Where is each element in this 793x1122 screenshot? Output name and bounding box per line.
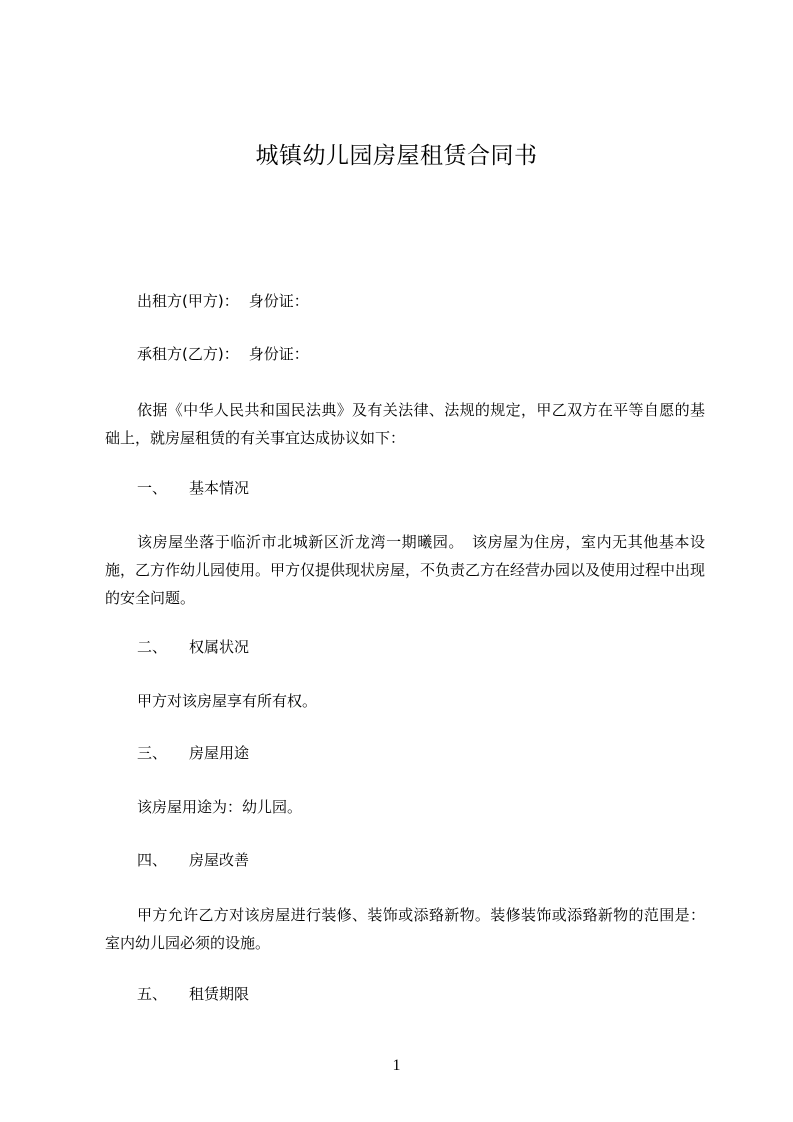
section-body-3: 该房屋用途为：幼儿园。 xyxy=(137,798,303,816)
section-title: 权属状况 xyxy=(189,638,250,656)
section-title: 房屋改善 xyxy=(189,851,250,869)
section-number: 二、 xyxy=(137,638,168,656)
document-title: 城镇幼儿园房屋租赁合同书 xyxy=(255,143,538,169)
section-number: 五、 xyxy=(137,985,168,1003)
section-number: 一、 xyxy=(137,479,168,497)
lessee-line xyxy=(137,344,309,364)
section-body-1: 该房屋坐落于临沂市北城新区沂龙湾一期曦园。 该房屋为住房，室内无其他基本设施，乙方作幼儿园使用。甲方仅提供现状房屋，不负责乙方在经营办园以及使用过程中出现的安全问题。 xyxy=(105,533,706,607)
page-number: 1 xyxy=(392,1057,401,1074)
lessee-id-label: 身份证： xyxy=(248,345,309,363)
section-number: 三、 xyxy=(137,744,168,762)
section-heading-3 xyxy=(137,743,249,763)
section-title: 房屋用途 xyxy=(189,744,250,762)
preamble-paragraph: 依据《中华人民共和国民法典》及有关法律、法规的规定，甲乙双方在平等自愿的基础上，就房屋租赁的有关事宜达成协议如下： xyxy=(105,401,705,447)
section-title: 基本情况 xyxy=(189,479,250,497)
lessor-line xyxy=(137,291,309,311)
section-body-2: 甲方对该房屋享有所有权。 xyxy=(137,692,318,710)
section-heading-5 xyxy=(137,984,249,1004)
lessor-label: 出租方(甲方)： xyxy=(137,292,239,310)
lessee-label: 承租方(乙方)： xyxy=(137,345,239,363)
section-number: 四、 xyxy=(137,851,168,869)
section-title: 租赁期限 xyxy=(189,985,250,1003)
section-heading-2 xyxy=(137,637,249,657)
section-body-4: 甲方允许乙方对该房屋进行装修、装饰或添臵新物。装修装饰或添臵新物的范围是：室内幼儿园必须的设施。 xyxy=(105,906,705,952)
lessor-id-label: 身份证： xyxy=(248,292,309,310)
section-heading-4 xyxy=(137,850,249,870)
section-heading-1 xyxy=(137,478,249,498)
